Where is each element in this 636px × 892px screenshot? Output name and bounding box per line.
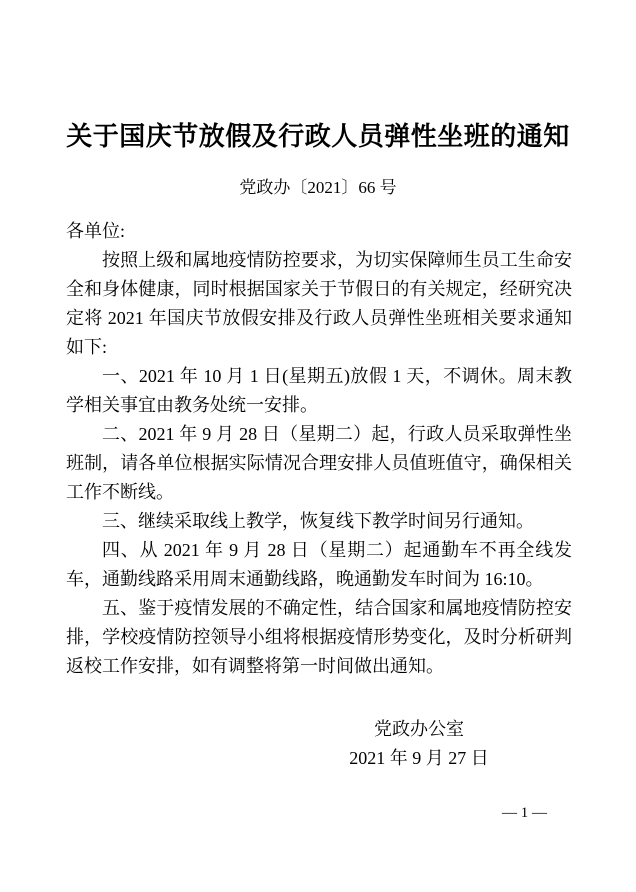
signature-block [309,715,529,773]
paragraph-item-2: 二、2021 年 9 月 28 日（星期二）起，行政人员采取弹性坐班制，请各单位根据实际情况合理安排人员值班值守，确保相关工作不断线。 [66,424,572,502]
page-number: — 1 — [502,805,547,821]
signature-org: 党政办公室 [374,719,464,739]
signature-date: 2021 年 9 月 27 日 [349,748,489,768]
paragraph-intro: 按照上级和属地疫情防控要求，为切实保障师生员工生命安全和身体健康，同时根据国家关于节假日的有关规定，经研究决定将 2021 年国庆节放假安排及行政人员弹性坐班相关要求通知如下: [66,250,572,357]
document-title: 关于国庆节放假及行政人员弹性坐班的通知 [66,122,570,151]
paragraph-item-5: 五、鉴于疫情发展的不确定性，结合国家和属地疫情防控安排，学校疫情防控领导小组将根据疫情形势变化，及时分析研判返校工作安排，如有调整将第一时间做出通知。 [66,598,572,676]
paragraph-item-4: 四、从 2021 年 9 月 28 日（星期二）起通勤车不再全线发车，通勤线路采用周末通勤线路，晚通勤发车时间为 16:10。 [66,540,572,589]
paragraph-item-1: 一、2021 年 10 月 1 日(星期五)放假 1 天，不调休。周末教学相关事宜由教务处统一安排。 [66,366,572,415]
document-body [66,217,572,681]
document-number: 党政办〔2021〕66 号 [239,178,397,197]
salutation: 各单位: [66,221,126,241]
paragraph-item-3: 三、继续采取线上教学，恢复线下教学时间另行通知。 [102,511,534,531]
